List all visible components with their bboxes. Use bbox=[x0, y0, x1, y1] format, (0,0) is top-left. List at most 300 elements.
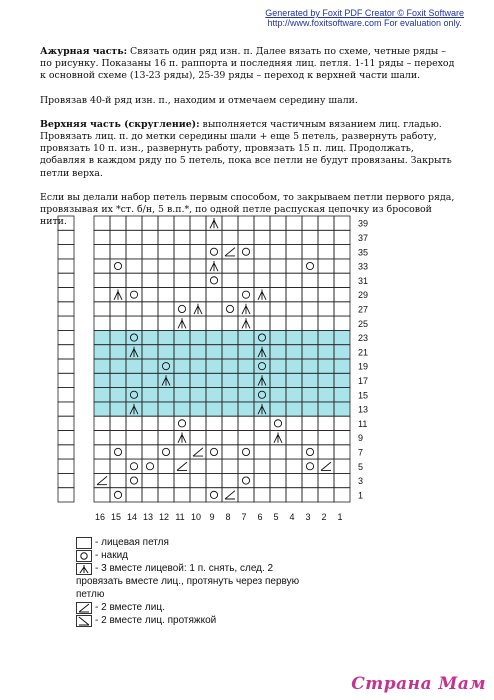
chart-cell bbox=[174, 445, 190, 459]
three-together-mark bbox=[258, 290, 266, 300]
chart-cell bbox=[110, 445, 126, 459]
chart-cell bbox=[302, 316, 318, 330]
row-number: 35 bbox=[358, 247, 369, 258]
chart-cell bbox=[110, 459, 126, 473]
chart-cell bbox=[110, 259, 126, 273]
chart-cell bbox=[254, 488, 270, 502]
chart-cell bbox=[110, 216, 126, 230]
chart-cell bbox=[318, 302, 334, 316]
chart-cell bbox=[318, 316, 334, 330]
chart-cell bbox=[158, 459, 174, 473]
row-number: 11 bbox=[358, 418, 368, 429]
chart-cell bbox=[238, 259, 254, 273]
chart-cell bbox=[254, 216, 270, 230]
chart-cell bbox=[142, 431, 158, 445]
chart-cell bbox=[334, 488, 350, 502]
chart-cell bbox=[58, 345, 74, 359]
row-number: 7 bbox=[358, 447, 364, 458]
chart-cell bbox=[126, 416, 142, 430]
chart-cell bbox=[334, 245, 350, 259]
row-number: 15 bbox=[358, 390, 369, 401]
yarn-over-mark bbox=[114, 448, 121, 455]
legend-ssk-label: - 2 вместе лиц. протяжкой bbox=[95, 615, 217, 626]
chart-cell bbox=[334, 473, 350, 487]
row-number: 33 bbox=[358, 261, 369, 272]
chart-cell bbox=[334, 416, 350, 430]
chart-cell bbox=[126, 459, 142, 473]
chart-cell bbox=[238, 416, 254, 430]
chart-cell bbox=[270, 259, 286, 273]
legend-knit bbox=[76, 536, 376, 549]
paragraph-top-part-title: Верхняя часть (скругление): bbox=[40, 118, 200, 130]
chart-cell bbox=[174, 473, 190, 487]
chart-cell bbox=[318, 259, 334, 273]
column-number: 5 bbox=[273, 512, 279, 522]
chart-cell bbox=[222, 316, 238, 330]
chart-cell bbox=[174, 288, 190, 302]
yarn-over-mark bbox=[130, 477, 137, 484]
chart-cell bbox=[286, 273, 302, 287]
chart-cell bbox=[222, 273, 238, 287]
chart-cell bbox=[206, 245, 222, 259]
chart-cell bbox=[270, 416, 286, 430]
three-together-mark bbox=[242, 304, 250, 314]
k2tog-mark bbox=[225, 248, 235, 256]
chart-cell bbox=[254, 230, 270, 244]
row-number: 17 bbox=[358, 375, 369, 386]
yarn-over-mark bbox=[210, 491, 217, 498]
k2tog-mark bbox=[321, 462, 331, 470]
chart-cell bbox=[58, 459, 74, 473]
chart-cell bbox=[94, 259, 110, 273]
chart-cell bbox=[190, 273, 206, 287]
knit-stitch-icon bbox=[76, 537, 92, 549]
chart-cell bbox=[58, 330, 74, 344]
chart-cell bbox=[222, 459, 238, 473]
chart-cell bbox=[334, 288, 350, 302]
column-number: 8 bbox=[225, 512, 231, 522]
chart-cell bbox=[58, 245, 74, 259]
chart-cell bbox=[206, 316, 222, 330]
chart-cell bbox=[174, 416, 190, 430]
chart-cell bbox=[206, 488, 222, 502]
row-number: 39 bbox=[358, 218, 369, 229]
chart-cell bbox=[142, 473, 158, 487]
chart-cell bbox=[158, 302, 174, 316]
chart-cell bbox=[302, 273, 318, 287]
chart-cell bbox=[334, 216, 350, 230]
column-number: 14 bbox=[126, 512, 138, 522]
chart-cell bbox=[254, 416, 270, 430]
three-together-mark bbox=[194, 304, 202, 314]
chart-cell bbox=[302, 473, 318, 487]
chart-cell bbox=[190, 230, 206, 244]
chart-cell bbox=[270, 302, 286, 316]
chart-cell bbox=[174, 273, 190, 287]
chart-cell bbox=[318, 288, 334, 302]
chart-cell bbox=[334, 273, 350, 287]
chart-cell bbox=[238, 459, 254, 473]
column-number: 16 bbox=[94, 512, 106, 522]
three-together-mark bbox=[210, 218, 218, 228]
chart-cell bbox=[142, 245, 158, 259]
chart-cell bbox=[142, 488, 158, 502]
chart-cell bbox=[222, 431, 238, 445]
chart-cell bbox=[110, 245, 126, 259]
chart-cell bbox=[222, 259, 238, 273]
legend-dec3 bbox=[76, 562, 376, 575]
column-number: 1 bbox=[337, 512, 343, 522]
chart-cell bbox=[270, 273, 286, 287]
chart-cell bbox=[270, 216, 286, 230]
chart-cell bbox=[58, 402, 74, 416]
chart-cell bbox=[254, 316, 270, 330]
chart-cell bbox=[174, 488, 190, 502]
chart-cell bbox=[110, 416, 126, 430]
yarn-over-icon bbox=[76, 550, 92, 562]
chart-cell bbox=[158, 216, 174, 230]
chart-cell bbox=[110, 473, 126, 487]
chart-cell bbox=[302, 216, 318, 230]
chart-cell bbox=[302, 445, 318, 459]
chart-cell bbox=[94, 302, 110, 316]
column-number: 7 bbox=[241, 512, 247, 522]
chart-cell bbox=[126, 259, 142, 273]
chart-cell bbox=[286, 473, 302, 487]
chart-cell bbox=[238, 273, 254, 287]
row-number: 29 bbox=[358, 290, 369, 301]
yarn-over-mark bbox=[130, 463, 137, 470]
chart-cell bbox=[206, 416, 222, 430]
legend-ssk bbox=[76, 614, 376, 627]
chart-cell bbox=[334, 302, 350, 316]
generator-notice[interactable]: Generated by Foxit PDF Creator © Foxit Software bbox=[265, 8, 464, 18]
legend-yarn-over-label: - накид bbox=[95, 550, 128, 561]
k2tog-mark bbox=[177, 462, 187, 470]
column-number: 11 bbox=[175, 512, 185, 522]
yarn-over-mark bbox=[162, 448, 169, 455]
chart-cell bbox=[190, 259, 206, 273]
chart-cell bbox=[94, 431, 110, 445]
row-number: 9 bbox=[358, 433, 364, 444]
row-number: 25 bbox=[358, 318, 369, 329]
chart-cell bbox=[142, 230, 158, 244]
chart-cell bbox=[58, 373, 74, 387]
legend-dec3-label-3: петлю bbox=[76, 589, 105, 600]
chart-cell bbox=[58, 416, 74, 430]
chart-cell bbox=[58, 316, 74, 330]
column-number: 4 bbox=[289, 512, 295, 522]
chart-cell bbox=[206, 431, 222, 445]
yarn-over-mark bbox=[210, 448, 217, 455]
three-together-mark bbox=[242, 318, 250, 328]
chart-cell bbox=[94, 230, 110, 244]
chart-cell bbox=[286, 431, 302, 445]
chart-cell bbox=[302, 459, 318, 473]
chart-cell bbox=[318, 245, 334, 259]
chart-cell bbox=[302, 302, 318, 316]
yarn-over-mark bbox=[306, 463, 313, 470]
three-together-mark bbox=[274, 433, 282, 443]
chart-cell bbox=[110, 230, 126, 244]
chart-cell bbox=[254, 445, 270, 459]
k2tog-mark bbox=[97, 476, 107, 484]
chart-cell bbox=[222, 416, 238, 430]
column-number: 10 bbox=[190, 512, 202, 522]
legend-knit-label: - лицевая петля bbox=[95, 537, 169, 548]
ssk-icon bbox=[76, 615, 92, 627]
row-number: 23 bbox=[358, 333, 369, 344]
yarn-over-mark bbox=[178, 420, 185, 427]
chart-cell bbox=[142, 416, 158, 430]
chart-cell bbox=[222, 445, 238, 459]
chart-cell bbox=[254, 259, 270, 273]
chart-cell bbox=[238, 216, 254, 230]
chart-cell bbox=[302, 288, 318, 302]
three-together-mark bbox=[210, 261, 218, 271]
chart-cell bbox=[126, 488, 142, 502]
chart-cell bbox=[222, 302, 238, 316]
chart-cell bbox=[222, 216, 238, 230]
chart-cell bbox=[58, 230, 74, 244]
chart-cell bbox=[318, 230, 334, 244]
chart-cell bbox=[142, 302, 158, 316]
chart-cell bbox=[286, 216, 302, 230]
legend-yarn-over bbox=[76, 549, 376, 562]
chart-cell bbox=[190, 488, 206, 502]
row-number: 21 bbox=[358, 347, 369, 358]
yarn-over-mark bbox=[146, 463, 153, 470]
chart-cell bbox=[110, 488, 126, 502]
yarn-over-mark bbox=[242, 477, 249, 484]
chart-cell bbox=[142, 445, 158, 459]
yarn-over-mark bbox=[242, 448, 249, 455]
chart-cell bbox=[126, 445, 142, 459]
chart-cell bbox=[206, 459, 222, 473]
chart-cell bbox=[174, 259, 190, 273]
chart-cell bbox=[126, 230, 142, 244]
chart-cell bbox=[190, 416, 206, 430]
chart-cell bbox=[270, 488, 286, 502]
chart-cell bbox=[270, 288, 286, 302]
yarn-over-mark bbox=[130, 291, 137, 298]
chart-cell bbox=[158, 245, 174, 259]
chart-cell bbox=[126, 473, 142, 487]
chart-cell bbox=[126, 273, 142, 287]
yarn-over-mark bbox=[306, 262, 313, 269]
chart-cell bbox=[286, 302, 302, 316]
chart-cell bbox=[334, 316, 350, 330]
chart-cell bbox=[286, 459, 302, 473]
chart-cell bbox=[254, 473, 270, 487]
chart-cell bbox=[158, 288, 174, 302]
chart-cell bbox=[238, 245, 254, 259]
chart-cell bbox=[142, 259, 158, 273]
chart-cell bbox=[270, 445, 286, 459]
chart-cell bbox=[254, 431, 270, 445]
three-together-mark bbox=[114, 290, 122, 300]
row-number: 37 bbox=[358, 232, 369, 243]
chart-cell bbox=[318, 473, 334, 487]
yarn-over-mark bbox=[210, 248, 217, 255]
row-number: 3 bbox=[358, 476, 364, 487]
chart-cell bbox=[190, 431, 206, 445]
chart-legend bbox=[76, 536, 376, 627]
column-number: 13 bbox=[142, 512, 154, 522]
chart-cell bbox=[190, 245, 206, 259]
chart-cell bbox=[158, 259, 174, 273]
three-together-icon bbox=[76, 563, 92, 575]
column-number: 15 bbox=[110, 512, 122, 522]
yarn-over-mark bbox=[178, 305, 185, 312]
chart-cell bbox=[126, 316, 142, 330]
paragraph-openwork-body: Связать один ряд изн. п. Далее вязать по схеме, четные ряды – по рисунку. Показаны 16 п. раппорта и последняя лиц. петля. 1-11 ряды – переход к основной схеме (13-23 ряды), 25-39 ряды – переход к верхней части шали. bbox=[40, 46, 455, 82]
chart-cell bbox=[190, 216, 206, 230]
chart-cell bbox=[270, 473, 286, 487]
chart-cell bbox=[126, 431, 142, 445]
chart-cell bbox=[58, 359, 74, 373]
chart-cell bbox=[126, 302, 142, 316]
chart-cell bbox=[126, 288, 142, 302]
chart-cell bbox=[302, 416, 318, 430]
chart-cell bbox=[286, 230, 302, 244]
chart-cell bbox=[302, 230, 318, 244]
chart-cell bbox=[94, 216, 110, 230]
chart-cell bbox=[302, 488, 318, 502]
row-number: 1 bbox=[358, 490, 364, 501]
yarn-over-mark bbox=[242, 291, 249, 298]
paragraph-bind-off: Если вы делали набор петель первым способом, то закрываем петли первого ряда, провязывая их *ст. б/н, 5 в.п.*, по одной петле распуская цепочку из бросовой нити. bbox=[40, 191, 455, 228]
chart-cell bbox=[334, 459, 350, 473]
chart-cell bbox=[318, 273, 334, 287]
chart-cell bbox=[158, 230, 174, 244]
chart-cell bbox=[286, 288, 302, 302]
chart-cell bbox=[94, 273, 110, 287]
column-number: 3 bbox=[305, 512, 311, 522]
chart-cell bbox=[222, 288, 238, 302]
chart-cell bbox=[206, 230, 222, 244]
paragraph-middle-mark: Провязав 40-й ряд изн. п., находим и отмечаем середину шали. bbox=[40, 94, 358, 106]
chart-cell bbox=[318, 431, 334, 445]
chart-cell bbox=[190, 288, 206, 302]
legend-k2tog bbox=[76, 601, 376, 614]
chart-cell bbox=[286, 259, 302, 273]
chart-cell bbox=[286, 245, 302, 259]
legend-dec3-label-2: провязать вместе лиц., протянуть через первую bbox=[76, 576, 300, 587]
chart-cell bbox=[158, 273, 174, 287]
chart-cell bbox=[94, 316, 110, 330]
chart-cell bbox=[58, 302, 74, 316]
column-number: 9 bbox=[209, 512, 215, 522]
chart-cell bbox=[238, 431, 254, 445]
chart-cell bbox=[94, 245, 110, 259]
chart-cell bbox=[238, 288, 254, 302]
generator-url[interactable]: http://www.foxitsoftware.com For evaluation only. bbox=[267, 18, 462, 28]
chart-cell bbox=[94, 488, 110, 502]
chart-cell bbox=[254, 245, 270, 259]
chart-cell bbox=[174, 216, 190, 230]
row-number: 5 bbox=[358, 461, 364, 472]
chart-cell bbox=[94, 288, 110, 302]
chart-cell bbox=[254, 302, 270, 316]
legend-k2tog-label: - 2 вместе лиц. bbox=[95, 602, 165, 613]
chart-cell bbox=[286, 445, 302, 459]
chart-cell bbox=[58, 488, 74, 502]
chart-cell bbox=[190, 459, 206, 473]
yarn-over-mark bbox=[226, 305, 233, 312]
column-number: 6 bbox=[257, 512, 263, 522]
chart-cell bbox=[318, 445, 334, 459]
chart-cell bbox=[270, 245, 286, 259]
paragraph-top-part-body: выполняется частичным вязанием лиц. гладью. Провязать лиц. п. до метки середины шали + еще 5 петель, развернуть работу, провязать 10 п. изн., развернуть работу, провязать 15 п. лиц. Продолжать, добавляя в каждом ряду по 5 петель, пока все петли не будут провязаны. Закрыть петли верха. bbox=[40, 118, 452, 179]
three-together-mark bbox=[178, 318, 186, 328]
chart-cell bbox=[286, 488, 302, 502]
chart-cell bbox=[238, 488, 254, 502]
yarn-over-mark bbox=[306, 448, 313, 455]
row-number: 27 bbox=[358, 304, 369, 315]
k2tog-mark bbox=[225, 491, 235, 499]
row-number: 19 bbox=[358, 361, 369, 372]
chart-cell bbox=[58, 473, 74, 487]
chart-cell bbox=[58, 273, 74, 287]
chart-cell bbox=[94, 445, 110, 459]
chart-cell bbox=[58, 259, 74, 273]
chart-cell bbox=[174, 245, 190, 259]
chart-cell bbox=[58, 431, 74, 445]
yarn-over-mark bbox=[114, 262, 121, 269]
chart-cell bbox=[174, 302, 190, 316]
chart-cell bbox=[238, 473, 254, 487]
chart-cell bbox=[158, 488, 174, 502]
yarn-over-mark bbox=[242, 248, 249, 255]
chart-cell bbox=[254, 273, 270, 287]
chart-cell bbox=[110, 316, 126, 330]
chart-cell bbox=[302, 245, 318, 259]
chart-cell bbox=[58, 216, 74, 230]
chart-cell bbox=[190, 316, 206, 330]
paragraph-openwork-title: Ажурная часть: bbox=[40, 46, 128, 57]
chart-cell bbox=[110, 302, 126, 316]
chart-cell bbox=[142, 459, 158, 473]
chart-cell bbox=[270, 230, 286, 244]
chart-cell bbox=[206, 288, 222, 302]
chart-cell bbox=[254, 459, 270, 473]
yarn-over-mark bbox=[274, 420, 281, 427]
chart-cell bbox=[302, 431, 318, 445]
chart-cell bbox=[158, 445, 174, 459]
chart-cell bbox=[318, 216, 334, 230]
chart-cell bbox=[58, 388, 74, 402]
chart-cell bbox=[142, 273, 158, 287]
chart-cell bbox=[190, 473, 206, 487]
chart-cell bbox=[158, 473, 174, 487]
chart-cell bbox=[206, 302, 222, 316]
chart-cell bbox=[286, 316, 302, 330]
chart-cell bbox=[142, 288, 158, 302]
chart-cell bbox=[158, 316, 174, 330]
chart-cell bbox=[110, 273, 126, 287]
chart-cell bbox=[222, 473, 238, 487]
k2tog-mark bbox=[193, 448, 203, 456]
k2tog-icon bbox=[76, 602, 92, 614]
chart-cell bbox=[110, 431, 126, 445]
chart-cell bbox=[318, 416, 334, 430]
chart-cell bbox=[94, 459, 110, 473]
site-watermark: Страна Мам bbox=[351, 674, 486, 694]
legend-dec3-label-1: - 3 вместе лицевой: 1 п. снять, след. 2 bbox=[95, 563, 274, 574]
chart-cell bbox=[126, 216, 142, 230]
chart-cell bbox=[206, 473, 222, 487]
